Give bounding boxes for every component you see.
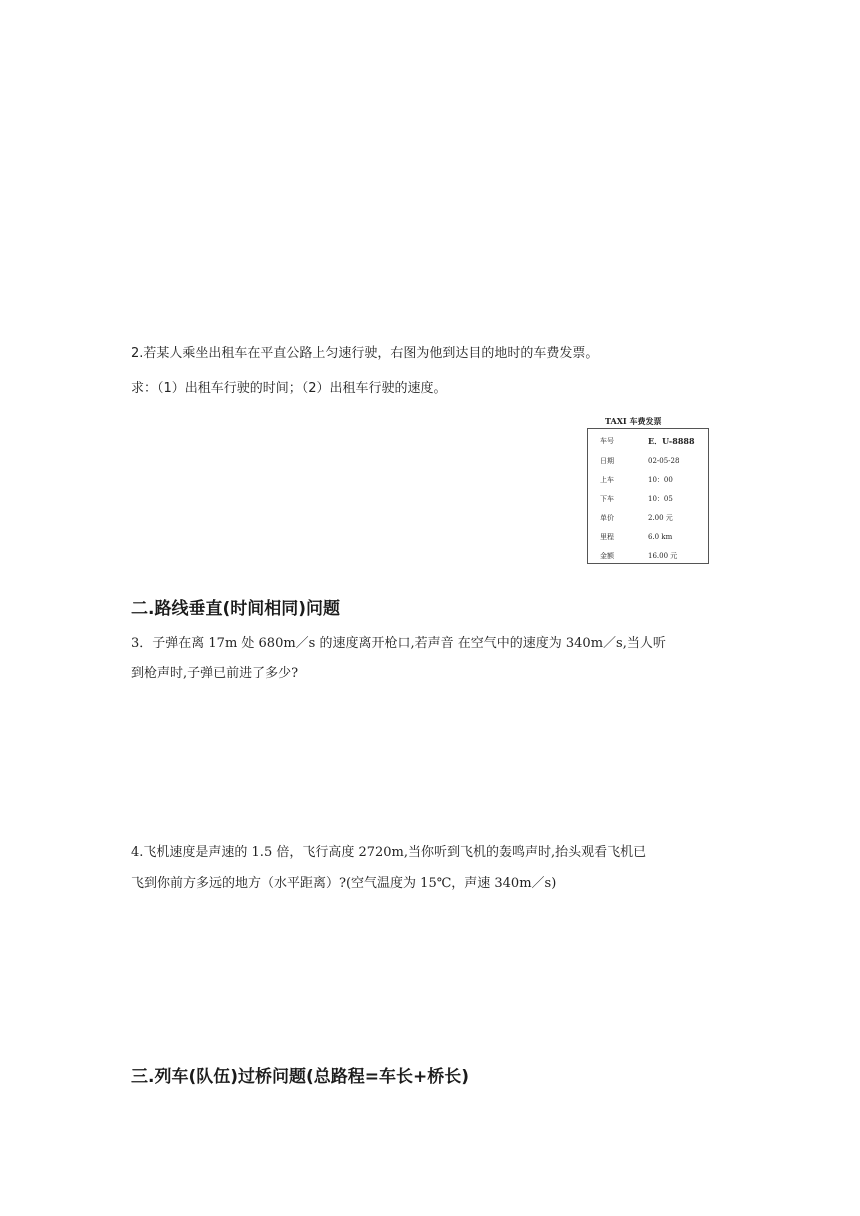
question-3-line-2: 到枪声时,子弹已前进了多少? [131, 666, 299, 681]
receipt-value: 02-05-28 [648, 457, 680, 465]
receipt-value: E．U-8888 [648, 436, 695, 446]
question-4-line-1: 4.飞机速度是声速的 1.5 倍，飞行高度 2720m,当你听到飞机的轰鸣声时,抬头观看飞机已 [131, 845, 647, 860]
taxi-receipt [587, 428, 709, 564]
receipt-label: 下车 [600, 495, 614, 503]
receipt-value: 6.0 km [648, 533, 673, 541]
receipt-label: 里程 [600, 533, 614, 541]
receipt-value: 10：00 [648, 476, 673, 484]
receipt-label: 车号 [600, 437, 614, 445]
question-2-line-1: 2.若某人乘坐出租车在平直公路上匀速行驶，右图为他到达目的地时的车费发票。 [131, 346, 599, 361]
receipt-row-alighting [588, 493, 708, 505]
receipt-row-distance [588, 531, 708, 543]
receipt-label: 金额 [600, 552, 614, 560]
receipt-title: TAXI 车费发票 [605, 416, 662, 426]
section-3-heading: 三.列车(队伍)过桥问题(总路程=车长+桥长) [131, 1067, 470, 1087]
question-3-line-1: 3．子弹在离 17m 处 680m／s 的速度离开枪口,若声音 在空气中的速度为 340m／s,当人听 [131, 636, 666, 651]
receipt-row-unit-price [588, 512, 708, 524]
question-4-line-2: 飞到你前方多远的地方（水平距离）?(空气温度为 15℃，声速 340m／s) [131, 876, 557, 891]
receipt-value: 16.00 元 [648, 552, 678, 560]
receipt-label: 上车 [600, 476, 614, 484]
receipt-label: 日期 [600, 457, 614, 465]
receipt-row-date [588, 455, 708, 467]
receipt-row-amount [588, 550, 708, 562]
receipt-value: 2.00 元 [648, 514, 673, 522]
receipt-row-plate [588, 435, 708, 447]
section-2-heading: 二.路线垂直(时间相同)问题 [131, 599, 340, 619]
receipt-value: 10：05 [648, 495, 673, 503]
question-2-line-2: 求：（1）出租车行驶的时间；（2）出租车行驶的速度。 [131, 381, 447, 396]
receipt-row-boarding [588, 474, 708, 486]
receipt-label: 单价 [600, 514, 614, 522]
